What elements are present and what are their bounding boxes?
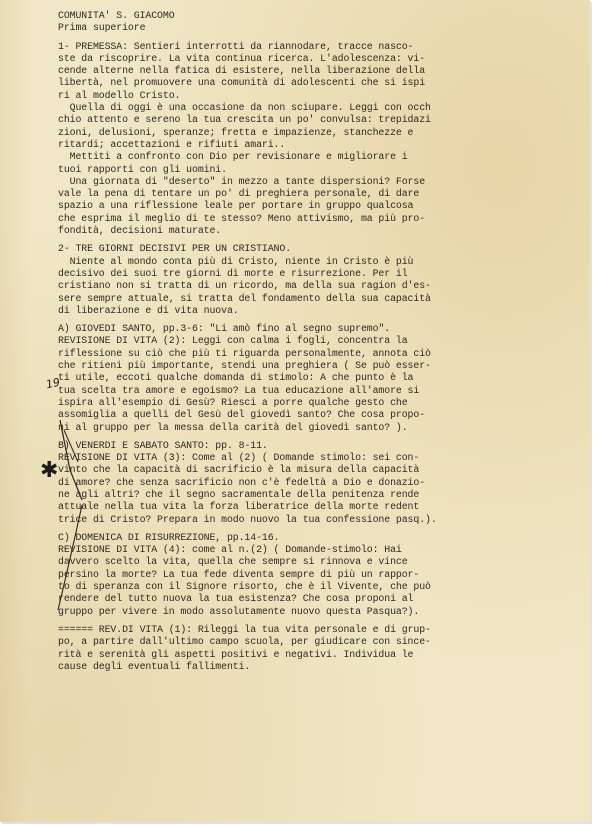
- text-line: vinto che la capacità di sacrificio è la misura della capacità: [58, 464, 420, 476]
- text-line: Niente al mondo conta più di Cristo, niente in Cristo è più: [58, 255, 414, 267]
- text-line: fondità, decisioni maturate.: [58, 225, 222, 237]
- text-line: che ritieni più importante, stendi una preghiera ( Se può esser-: [58, 360, 431, 372]
- text-line: po, a partire dall'ultimo campo scuola, per giudicare con since-: [58, 636, 431, 648]
- text-line: zioni, delusioni, speranze; fretta e impazienze, stanchezze e: [58, 126, 414, 138]
- text-line: Mettiti a confronto con Dio per revisionare e migliorare i: [58, 151, 408, 163]
- text-line: assomiglia a quelli del Gesù del giovedì santo? Che cosa propo-: [58, 409, 426, 421]
- text-line: rendere del tutto nuova la tua esistenza? Che cosa proponi al: [58, 593, 414, 605]
- text-line: ne agli altri? che il segno sacramentale della penitenza rende: [58, 488, 420, 500]
- text-line: chio attento e sereno la tua crescita un po' convulsa: trepidazi: [58, 114, 431, 126]
- text-line: persino la morte? La tua fede diventa sempre di più un rappor-: [58, 568, 420, 580]
- text-line: to di speranza con il Signore risorto, che è il Vivente, che può: [58, 581, 431, 593]
- text-line: C) DOMENICA DI RISURREZIONE, pp.14-16.: [58, 531, 280, 543]
- text-line: di liberazione e di vita nuova.: [58, 304, 239, 316]
- text-line: che esprima il meglio di te stesso? Meno attivismo, ma più pro-: [58, 212, 426, 224]
- text-line: gruppo per vivere in modo assolutamente nuovo questa Pasqua?).: [58, 605, 420, 617]
- text-line: 1- PREMESSA: Sentieri interrotti da riannodare, tracce nasco-: [58, 40, 414, 52]
- class-name: Prima superiore: [58, 22, 146, 34]
- handwritten-number: 19: [44, 375, 62, 392]
- text-line: B) VENERDI E SABATO SANTO: pp. 8-11.: [58, 439, 268, 451]
- text-line: REVISIONE DI VITA (2): Leggi con calma i fogli, concentra la: [58, 335, 408, 347]
- text-line: REVISIONE DI VITA (4): come al n.(2) ( Domande-stimolo: Hai: [58, 544, 402, 556]
- text-line: tua scelta tra amore e egoismo? La tua educazione all'amore si: [58, 384, 420, 396]
- handwritten-asterisk: ✱: [40, 458, 59, 483]
- text-line: davvero scelto la vita, quella che sempre si rinnova e vince: [58, 556, 408, 568]
- text-line: REVISIONE DI VITA (3): Come al (2) ( Domande stimolo: sei con-: [58, 452, 420, 464]
- text-line: trice di Cristo? Prepara in modo nuovo la tua confessione pasq.).: [58, 513, 437, 525]
- text-line: A) GIOVEDI SANTO, pp.3-6: "Li amò fino al segno supremo".: [58, 323, 391, 335]
- margin-stroke: [58, 505, 82, 610]
- text-line: ni al gruppo per la messa della carità del giovedì santo? ).: [58, 421, 408, 433]
- text-line: cause degli eventuali fallimenti.: [58, 660, 251, 672]
- text-line: ti utile, eccoti qualche domanda di stimolo: A che punto è la: [58, 372, 414, 384]
- text-line: rità e serenità gli aspetti positivi e negativi. Individua le: [58, 648, 414, 660]
- text-line: ispira all'esempio di Gesù? Riesci a porre qualche gesto che: [58, 396, 408, 408]
- text-line: Una giornata di "deserto" in mezzo a tante dispersioni? Forse: [58, 175, 426, 187]
- margin-stroke: [64, 430, 78, 462]
- text-line: spazio a una riflessione leale per portare in gruppo qualcosa: [58, 200, 414, 212]
- text-line: sere sempre attuale, si tratta del fondamento della sua capacità: [58, 292, 431, 304]
- text-line: 2- TRE GIORNI DECISIVI PER UN CRISTIANO.: [58, 243, 292, 255]
- text-line: ri al modello Cristo.: [58, 89, 181, 101]
- text-line: cende alterne nella fatica di esistere, nella liberazione della: [58, 65, 426, 77]
- text-line: di amore? che senza sacrificio non c'è fedeltà a Dio e donazio-: [58, 476, 426, 488]
- margin-stroke: [60, 420, 82, 500]
- text-line: decisivo dei suoi tre giorni di morte e risurrezione. Per il: [58, 267, 408, 279]
- text-line: cristiano non si tratta di un ricordo, ma della sua ragion d'es-: [58, 280, 431, 292]
- text-line: ====== REV.DI VITA (1): Rileggi la tua vita personale e di grup-: [58, 623, 431, 635]
- text-line: vale la pena di tentare un po' di preghiera personale, di dare: [58, 188, 420, 200]
- text-line: riflessione su ciò che più ti riguarda personalmente, annota ciò: [58, 347, 431, 359]
- text-line: ste da riscoprire. La vita continua ricerca. L'adolescenza: vi-: [58, 52, 426, 64]
- community-name: COMUNITA' S. GIACOMO: [58, 10, 175, 21]
- text-line: libertà, nel promuovere una comunità di adolescenti che si ispi: [58, 77, 426, 89]
- text-line: tuoi rapporti con gli uomini.: [58, 163, 227, 175]
- text-line: attuale nella tua vita la forza liberatrice della morte redent: [58, 501, 420, 513]
- text-line: ritardi; accettazioni e rifiuti amari..: [58, 138, 286, 150]
- text-line: Quella di oggi è una occasione da non sciupare. Leggi con occh: [58, 102, 431, 114]
